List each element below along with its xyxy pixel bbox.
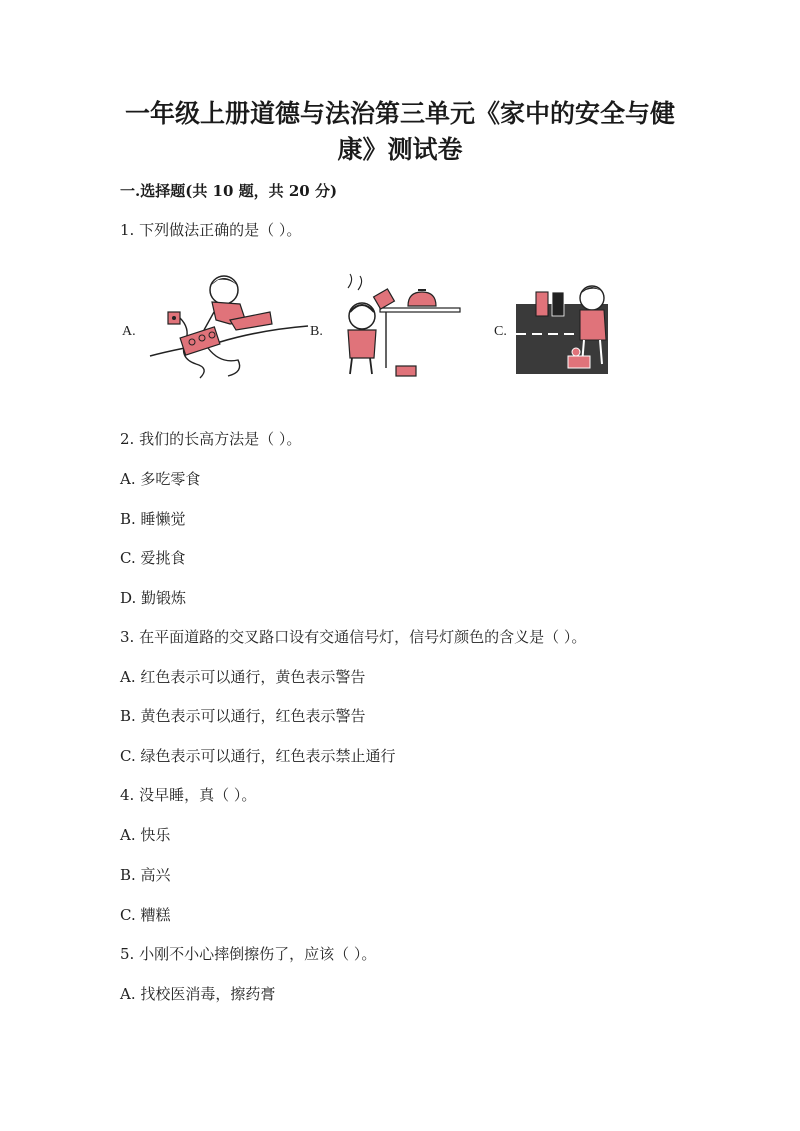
figure-b-label: B. (310, 324, 323, 339)
question-2-option-a: A. 多吃零食 (120, 470, 201, 488)
question-5-option-a: A. 找校医消毒，擦药膏 (120, 985, 276, 1003)
question-5-stem: 5. 小刚不小心摔倒擦伤了，应该（ ）。 (120, 945, 377, 963)
question-4-option-a: A. 快乐 (120, 826, 171, 844)
figure-a-label: A. (122, 324, 136, 339)
question-4-stem: 4. 没早睡，真（ ）。 (120, 786, 257, 804)
figure-a (120, 268, 310, 380)
question-3-option-b: B. 黄色表示可以通行，红色表示警告 (120, 707, 366, 725)
figure-b (312, 268, 462, 380)
figure-c-label: C. (494, 324, 507, 339)
question-2-option-b: B. 睡懒觉 (120, 510, 186, 528)
question-2-option-d: D. 勤锻炼 (120, 589, 187, 607)
question-1-stem: 1. 下列做法正确的是（ ）。 (120, 221, 302, 239)
page-title: 一年级上册道德与法治第三单元《家中的安全与健康》测试卷 (124, 99, 675, 164)
question-3-option-c: C. 绿色表示可以通行，红色表示禁止通行 (120, 747, 396, 765)
figure-a-illustration (120, 268, 310, 380)
figure-c-illustration (494, 268, 624, 380)
question-2-stem: 2. 我们的长高方法是（ ）。 (120, 430, 302, 448)
figure-c (494, 268, 624, 380)
question-2-option-c: C. 爱挑食 (120, 549, 186, 567)
question-3-option-a: A. 红色表示可以通行，黄色表示警告 (120, 668, 366, 686)
section-heading: 一.选择题(共 10 题，共 20 分) (120, 182, 338, 200)
question-4-option-b: B. 高兴 (120, 866, 171, 884)
question-4-option-c: C. 糟糕 (120, 906, 171, 924)
question-3-stem: 3. 在平面道路的交叉路口设有交通信号灯，信号灯颜色的含义是（ ）。 (120, 628, 587, 646)
figure-b-illustration (312, 268, 462, 380)
